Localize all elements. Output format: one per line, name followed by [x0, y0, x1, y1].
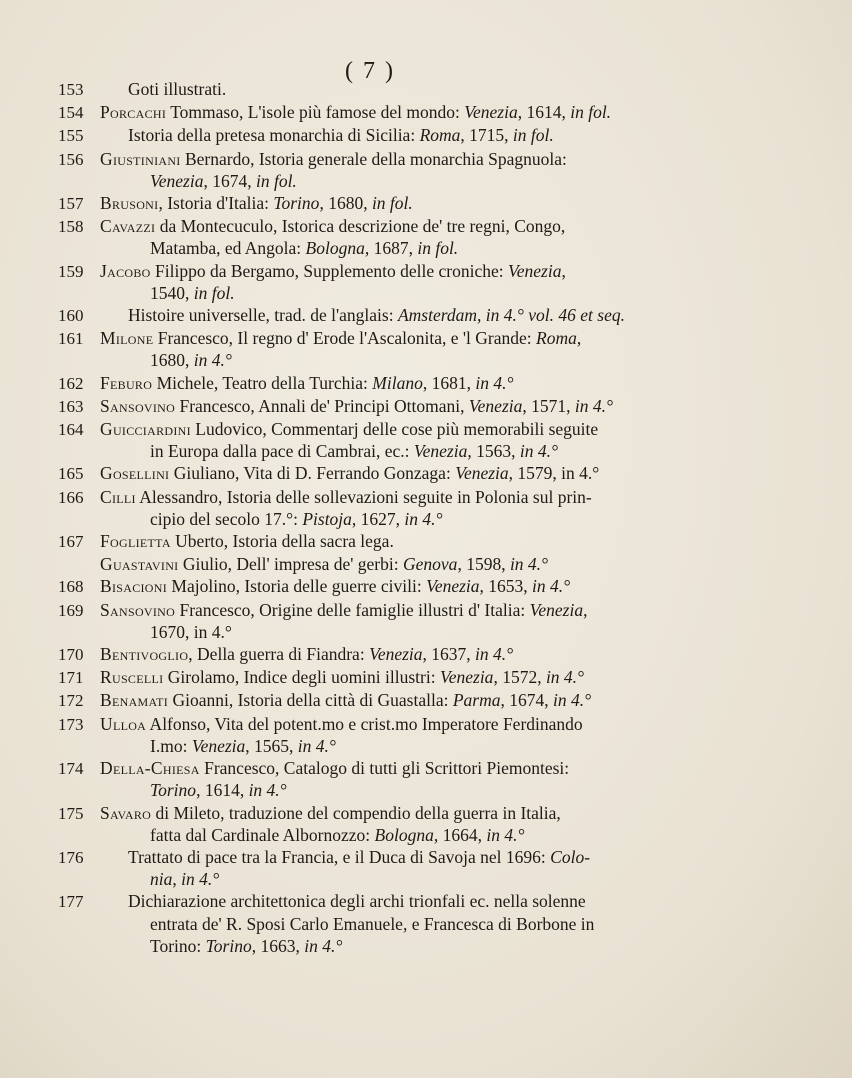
- entry-place: Roma: [419, 125, 461, 146]
- entry-text: Histoire universelle, trad. de l'anglais:: [128, 305, 398, 326]
- entry-date: , 1637,: [422, 644, 476, 665]
- entry-number: 176: [58, 847, 84, 867]
- entry-173: [58, 713, 694, 757]
- entry-168: [58, 575, 694, 598]
- entry-place: Venezia: [439, 667, 494, 688]
- entry-number: 175: [58, 803, 84, 823]
- entry-156: [58, 148, 694, 192]
- entry-154: [58, 101, 694, 124]
- entry-place: Venezia: [426, 576, 480, 597]
- entry-author: Gosellini: [100, 463, 170, 484]
- entry-format: in 4.°: [181, 869, 220, 890]
- entry-place: Colo-: [550, 846, 591, 867]
- entry-text: Filippo da Bergamo, Supplemento delle croniche:: [150, 260, 509, 281]
- entry-171: [58, 666, 694, 689]
- entry-place: Genova: [403, 554, 458, 575]
- entry-date: , 1598,: [457, 554, 510, 575]
- entry-text: entrata de' R. Sposi Carlo Emanuele, e Francesca di Borbone in: [150, 913, 595, 934]
- entry-format: , in 4.° vol. 46 et seq.: [477, 305, 625, 326]
- entry-text: Majolino, Istoria delle guerre civili:: [167, 576, 427, 597]
- entry-author: Guicciardini: [100, 419, 191, 440]
- entry-author: Benamati: [100, 690, 169, 711]
- entry-author: Sansovino: [100, 599, 176, 620]
- entry-number: 156: [58, 149, 84, 169]
- entry-author: Della-Chiesa: [100, 758, 200, 779]
- entry-date: , 1687,: [364, 238, 418, 259]
- entry-number: 173: [58, 714, 84, 734]
- entry-place: Parma: [452, 690, 501, 711]
- entry-158: [58, 215, 694, 259]
- entry-place: Amsterdam: [397, 305, 478, 326]
- page-number: ( 7 ): [345, 58, 395, 84]
- entry-author: Ulloa: [100, 713, 147, 734]
- entry-punct: ,: [561, 260, 566, 281]
- entry-date: , 1614,: [196, 780, 249, 801]
- entry-153: [58, 78, 694, 101]
- entry-number: 164: [58, 420, 84, 440]
- entry-author: Brusoni: [100, 193, 159, 214]
- entry-author: Bisacioni: [100, 576, 168, 597]
- entry-175: [58, 802, 694, 846]
- entry-number: 163: [58, 396, 84, 416]
- entry-place: Bologna: [305, 238, 365, 259]
- entry-place: Torino: [150, 780, 197, 801]
- entry-number: 167: [58, 532, 84, 552]
- entry-number: 169: [58, 600, 84, 620]
- entry-number: 157: [58, 194, 84, 214]
- entry-number: 158: [58, 217, 84, 237]
- entry-number: 171: [58, 668, 84, 688]
- entry-text: fatta dal Cardinale Albornozzo:: [150, 824, 375, 845]
- entry-date: , 1565,: [245, 735, 298, 756]
- entry-format: in fol.: [570, 102, 612, 123]
- entry-text: Goti illustrati.: [128, 79, 227, 99]
- entry-date: , 1614,: [517, 102, 571, 123]
- entry-author: Jacobo: [100, 260, 151, 281]
- entry-159: [58, 260, 694, 304]
- entry-date: , 1653,: [479, 576, 533, 597]
- entry-text: Giulio, Dell' impresa de' gerbi:: [178, 554, 403, 575]
- entry-text: , Della guerra di Fiandra:: [188, 644, 370, 665]
- entry-text: Torino:: [150, 935, 206, 956]
- entry-format: in 4.°: [532, 576, 571, 597]
- entry-text: Michele, Teatro della Turchia:: [152, 372, 373, 393]
- entry-number: 177: [58, 892, 84, 912]
- entry-text: Trattato di pace tra la Francia, e il Duca di Savoja nel 1696:: [128, 846, 551, 867]
- entry-format: in 4.°: [248, 780, 287, 801]
- entry-172: [58, 689, 694, 712]
- entry-author: Feburo: [100, 372, 153, 393]
- entry-167: [58, 530, 694, 553]
- entry-text: Dichiarazione architettonica degli archi trionfali ec. nella solenne: [128, 891, 586, 912]
- entry-number: 166: [58, 487, 84, 507]
- entry-161: [58, 327, 694, 371]
- entry-text: cipio del secolo 17.°:: [150, 508, 303, 529]
- entry-place: Venezia: [508, 260, 562, 281]
- entry-number: 161: [58, 329, 84, 349]
- entry-date: 1680,: [150, 350, 194, 371]
- entry-169: [58, 599, 694, 643]
- entry-place: Venezia: [413, 441, 468, 462]
- entry-174: [58, 757, 694, 801]
- entry-date: , 1663,: [251, 935, 305, 956]
- entry-place: Venezia: [529, 599, 584, 620]
- entry-number: 174: [58, 759, 84, 779]
- entry-text: Francesco, Catalogo di tutti gli Scrittori Piemontesi:: [199, 758, 570, 779]
- entry-format: in 4.°: [304, 935, 343, 956]
- entry-format: in 4.°: [509, 554, 549, 575]
- entry-place: Milano: [372, 372, 423, 393]
- entry-format: in 4.°: [404, 508, 443, 529]
- entry-author: Guastavini: [100, 554, 179, 575]
- entry-number: 165: [58, 464, 84, 484]
- entry-date: , 1715,: [460, 125, 513, 146]
- entry-format: in 4.°: [574, 395, 613, 416]
- entry-text: Istoria della pretesa monarchia di Sicilia:: [128, 125, 420, 146]
- entry-date: , 1572,: [493, 667, 546, 688]
- entry-place: Roma: [536, 328, 577, 349]
- entry-author: Savaro: [100, 802, 152, 823]
- entry-text: Francesco, Annali de' Principi Ottomani,: [175, 395, 469, 416]
- entry-format: in fol.: [255, 170, 297, 191]
- entry-number: 160: [58, 306, 84, 326]
- entry-format: in 4.°: [297, 735, 336, 756]
- entry-author: Cilli: [100, 486, 136, 507]
- entry-number: 170: [58, 645, 84, 665]
- entry-place: Bologna: [374, 824, 434, 845]
- entry-author: Sansovino: [100, 395, 176, 416]
- entry-date: 1540,: [150, 282, 194, 303]
- entry-text: Uberto, Istoria della sacra lega.: [170, 531, 394, 552]
- entry-place: Venezia: [464, 102, 518, 123]
- entry-text: I.mo:: [150, 735, 192, 756]
- entry-text: Girolamo, Indice degli uomini illustri:: [163, 667, 440, 688]
- entry-format: in fol.: [512, 125, 554, 146]
- entry-date: , 1627,: [351, 508, 405, 529]
- entry-place: Torino: [205, 935, 252, 956]
- entry-text: Francesco, Il regno d' Erode l'Ascalonita, e 'l Grande:: [153, 328, 537, 349]
- entry-text: Giuliano, Vita di D. Ferrando Gonzaga:: [169, 463, 456, 484]
- entry-text: , Istoria d'Italia:: [158, 193, 274, 214]
- entry-author: Foglietta: [100, 531, 171, 552]
- entry-number: 172: [58, 691, 84, 711]
- entry-format: in fol.: [193, 282, 235, 303]
- entry-160: [58, 304, 694, 327]
- entry-number: 154: [58, 103, 84, 123]
- entry-text: Alessandro, Istoria delle sollevazioni seguite in Polonia sul prin-: [135, 486, 592, 507]
- entry-format: in fol.: [371, 193, 413, 214]
- entry-format: in 4.°: [475, 644, 514, 665]
- entry-text: Gioanni, Istoria della città di Guastalla:: [168, 690, 453, 711]
- entry-author: Giustiniani: [100, 148, 181, 169]
- entry-155: [58, 124, 694, 147]
- entry-176: [58, 846, 694, 890]
- entry-166: [58, 486, 694, 530]
- entry-text: Bernardo, Istoria generale della monarchia Spagnuola:: [180, 148, 567, 169]
- entry-date: , 1681,: [422, 372, 476, 393]
- entry-format: in 4.°: [519, 441, 558, 462]
- entry-author: Milone: [100, 328, 154, 349]
- entry-167-b: [58, 553, 694, 575]
- entry-place: Venezia: [191, 735, 246, 756]
- entry-format: in 4.°: [475, 372, 514, 393]
- entry-163: [58, 395, 694, 418]
- entry-format: in 4.°: [193, 350, 232, 371]
- entry-date: , 1664,: [433, 824, 487, 845]
- entry-date: , 1680,: [319, 193, 372, 214]
- entry-punct: ,: [583, 599, 588, 620]
- entry-author: Porcachi: [100, 102, 167, 123]
- entry-number: 153: [58, 80, 84, 99]
- entry-place-cont: nia: [150, 869, 173, 890]
- entry-punct: ,: [172, 869, 182, 890]
- entry-157: [58, 192, 694, 215]
- entry-place: Venezia: [369, 644, 423, 665]
- entry-place: Venezia: [455, 463, 509, 484]
- entry-165: [58, 462, 694, 485]
- entry-number: 159: [58, 261, 84, 281]
- entry-place: Venezia: [468, 395, 523, 416]
- entry-date: , 1674,: [203, 170, 256, 191]
- entry-format: in 4.°: [545, 667, 585, 688]
- entry-author: Bentivoglio: [100, 644, 189, 665]
- entry-place: Pistoja: [302, 508, 352, 529]
- entry-177: [58, 890, 694, 957]
- entry-date: 1670, in 4.°: [150, 621, 232, 642]
- entry-170: [58, 643, 694, 666]
- entry-format: in 4.°: [553, 690, 592, 711]
- entry-format: in 4.°: [486, 824, 525, 845]
- catalog-entries: [58, 78, 694, 957]
- entry-place: Venezia: [150, 170, 204, 191]
- entry-date: , 1579, in 4.°: [508, 463, 600, 484]
- entry-text: da Montecuculo, Istorica descrizione de' tre regni, Congo,: [155, 216, 566, 237]
- entry-author: Cavazzi: [100, 216, 156, 237]
- entry-164: [58, 418, 694, 462]
- entry-number: 155: [58, 126, 84, 146]
- entry-text: Francesco, Origine delle famiglie illustri d' Italia:: [175, 599, 530, 620]
- entry-text: di Mileto, traduzione del compendio della guerra in Italia,: [151, 802, 561, 823]
- entry-number: 162: [58, 373, 84, 393]
- entry-place: Torino: [273, 193, 320, 214]
- entry-text: Matamba, ed Angola:: [150, 238, 306, 259]
- entry-text: Alfonso, Vita del potent.mo e crist.mo Imperatore Ferdinando: [146, 713, 583, 734]
- entry-162: [58, 372, 694, 395]
- entry-number: 168: [58, 577, 84, 597]
- entry-punct: ,: [576, 328, 582, 349]
- entry-author: Ruscelli: [100, 667, 164, 688]
- entry-text: Tommaso, L'isole più famose del mondo:: [166, 102, 465, 123]
- entry-date: , 1571,: [522, 395, 575, 416]
- entry-text: in Europa dalla pace di Cambrai, ec.:: [150, 441, 414, 462]
- entry-text: Ludovico, Commentarj delle cose più memorabili seguite: [190, 419, 599, 440]
- entry-format: in fol.: [417, 238, 459, 259]
- entry-date: , 1563,: [467, 441, 520, 462]
- entry-date: , 1674,: [500, 690, 553, 711]
